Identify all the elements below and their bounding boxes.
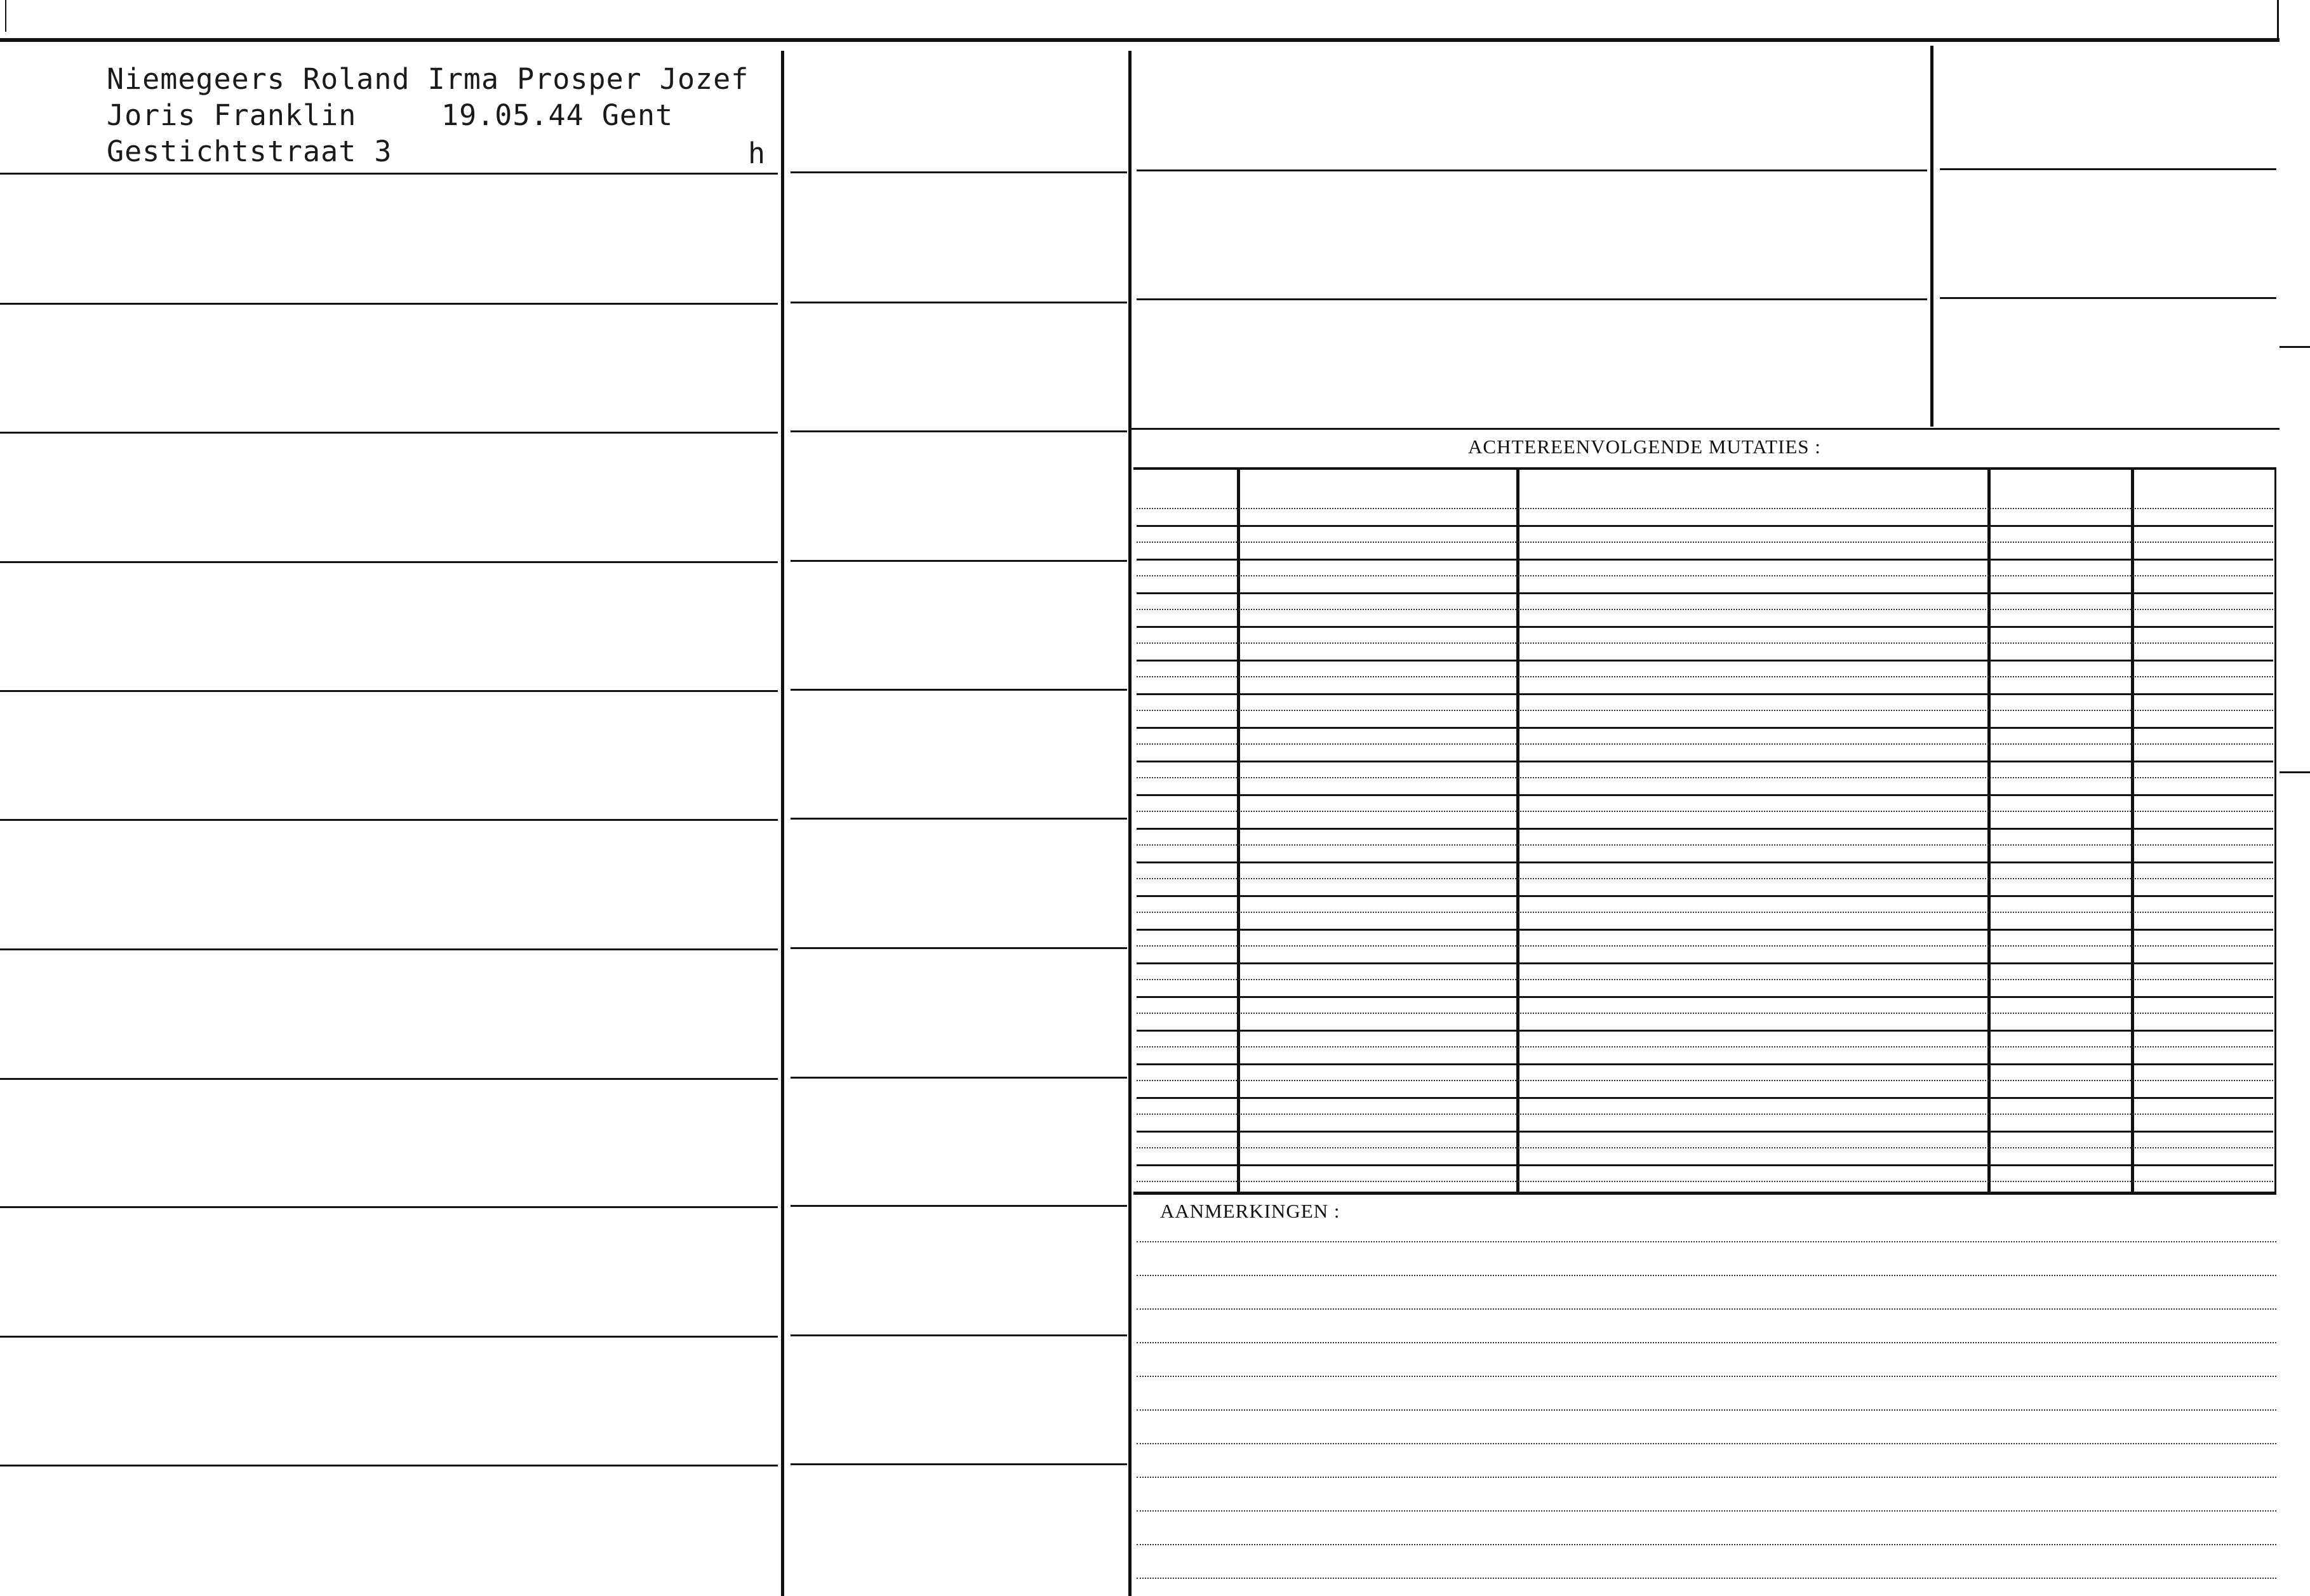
mutations-top-border xyxy=(1130,428,2280,430)
mutation-row-line-39 xyxy=(1137,1147,2273,1148)
mutation-row-line-17 xyxy=(1137,777,2273,778)
mutation-row-line-8 xyxy=(1137,626,2273,628)
mutation-row-line-15 xyxy=(1137,743,2273,745)
mutation-row-line-16 xyxy=(1137,761,2273,762)
mutation-row-line-12 xyxy=(1137,693,2273,695)
mutation-row-line-29 xyxy=(1137,979,2273,980)
mutations-heading: ACHTEREENVOLGENDE MUTATIES : xyxy=(1468,436,1821,458)
register-row-line-a-11 xyxy=(0,1465,778,1466)
register-row-line-a-2 xyxy=(0,303,778,305)
mutation-row-line-35 xyxy=(1137,1080,2273,1081)
mutations-col-2 xyxy=(1516,470,1519,1192)
mutation-row-line-7 xyxy=(1137,609,2273,610)
register-row-line-b-2 xyxy=(791,302,1127,303)
mutation-row-line-4 xyxy=(1137,559,2273,561)
mutation-row-line-22 xyxy=(1137,861,2273,863)
remark-line-7 xyxy=(1137,1443,2276,1444)
register-row-line-a-6 xyxy=(0,819,778,821)
mutation-row-line-27 xyxy=(1137,945,2273,947)
remark-line-8 xyxy=(1137,1477,2276,1478)
mutation-row-line-1 xyxy=(1137,508,2273,509)
remark-line-9 xyxy=(1137,1510,2276,1512)
mutation-row-line-33 xyxy=(1137,1046,2273,1047)
mutation-row-line-30 xyxy=(1137,996,2273,998)
top-right-edge xyxy=(2277,0,2279,39)
register-row-line-a-4 xyxy=(0,561,778,563)
register-row-line-a-5 xyxy=(0,690,778,692)
mutations-table-bottom xyxy=(1133,1192,2276,1195)
top-left-edge xyxy=(5,0,6,32)
margin-tick-1 xyxy=(2280,346,2310,348)
mutation-row-line-3 xyxy=(1137,542,2273,543)
mutation-row-line-31 xyxy=(1137,1013,2273,1014)
mutation-row-line-5 xyxy=(1137,575,2273,576)
top-border-line xyxy=(0,38,2280,42)
entry-given-names: Joris Franklin xyxy=(107,98,357,132)
register-row-line-a-8 xyxy=(0,1078,778,1080)
mutation-row-line-18 xyxy=(1137,794,2273,796)
remark-line-6 xyxy=(1137,1409,2276,1411)
entry-full-name: Niemegeers Roland Irma Prosper Jozef xyxy=(107,62,749,96)
mutation-row-line-24 xyxy=(1137,895,2273,897)
register-row-line-b-3 xyxy=(791,430,1127,432)
mutation-row-line-19 xyxy=(1137,811,2273,812)
mutation-row-line-26 xyxy=(1137,929,2273,931)
right-column-divider xyxy=(1128,51,1132,1596)
register-row-line-b-9 xyxy=(791,1205,1127,1207)
register-row-line-b-5 xyxy=(791,689,1127,691)
remark-line-5 xyxy=(1137,1376,2276,1377)
mutations-right-edge xyxy=(2274,469,2276,1192)
mutation-row-line-25 xyxy=(1137,912,2273,913)
mutation-row-line-40 xyxy=(1137,1164,2273,1166)
mutation-row-line-6 xyxy=(1137,592,2273,594)
remark-line-2 xyxy=(1137,1275,2276,1276)
remark-line-10 xyxy=(1137,1544,2276,1545)
remark-line-1 xyxy=(1137,1241,2276,1242)
register-row-line-b-6 xyxy=(791,818,1127,820)
upper-box-divider xyxy=(1930,46,1933,427)
mutations-col-4 xyxy=(2131,470,2134,1192)
mutation-row-line-13 xyxy=(1137,710,2273,711)
mutation-row-line-37 xyxy=(1137,1114,2273,1115)
register-row-line-a-7 xyxy=(0,948,778,950)
mutation-row-line-14 xyxy=(1137,727,2273,729)
remark-line-3 xyxy=(1137,1308,2276,1310)
register-row-line-a-10 xyxy=(0,1336,778,1338)
mutation-row-line-9 xyxy=(1137,642,2273,644)
entry-birth-date-place: 19.05.44 Gent xyxy=(441,98,674,132)
register-row-line-b-4 xyxy=(791,560,1127,562)
register-row-line-a-9 xyxy=(0,1206,778,1208)
register-row-line-a-3 xyxy=(0,432,778,434)
entry-marker: h xyxy=(748,136,766,170)
mutation-row-line-20 xyxy=(1137,828,2273,830)
remarks-heading: AANMERKINGEN : xyxy=(1160,1200,1340,1222)
mutation-row-line-38 xyxy=(1137,1131,2273,1133)
upper-box-line-1b xyxy=(1940,168,2276,170)
register-row-line-b-11 xyxy=(791,1463,1127,1465)
mutations-table-top xyxy=(1133,467,2276,470)
upper-box-line-2b xyxy=(1940,297,2276,299)
entry-address: Gestichtstraat 3 xyxy=(107,135,392,168)
mutations-col-3 xyxy=(1987,470,1991,1192)
remark-line-4 xyxy=(1137,1342,2276,1343)
mutations-col-1 xyxy=(1237,470,1240,1192)
mutation-row-line-10 xyxy=(1137,660,2273,662)
register-row-line-b-8 xyxy=(791,1077,1127,1079)
mutation-row-line-28 xyxy=(1137,962,2273,964)
upper-box-line-2 xyxy=(1137,298,1927,300)
mutation-row-line-23 xyxy=(1137,878,2273,879)
register-row-line-b-7 xyxy=(791,947,1127,949)
mutation-row-line-41 xyxy=(1137,1181,2273,1182)
mutation-row-line-32 xyxy=(1137,1030,2273,1032)
mutation-row-line-21 xyxy=(1137,844,2273,846)
register-row-line-b-10 xyxy=(791,1334,1127,1336)
mutation-row-line-34 xyxy=(1137,1063,2273,1065)
remark-line-11 xyxy=(1137,1578,2276,1579)
left-column-divider xyxy=(781,51,784,1596)
register-row-line-b-1 xyxy=(791,171,1127,173)
margin-tick-2 xyxy=(2280,771,2310,773)
mutation-row-line-2 xyxy=(1137,525,2273,527)
mutation-row-line-36 xyxy=(1137,1097,2273,1099)
upper-box-line-1 xyxy=(1137,170,1927,171)
register-row-line-a-1 xyxy=(0,173,778,175)
mutation-row-line-11 xyxy=(1137,676,2273,677)
